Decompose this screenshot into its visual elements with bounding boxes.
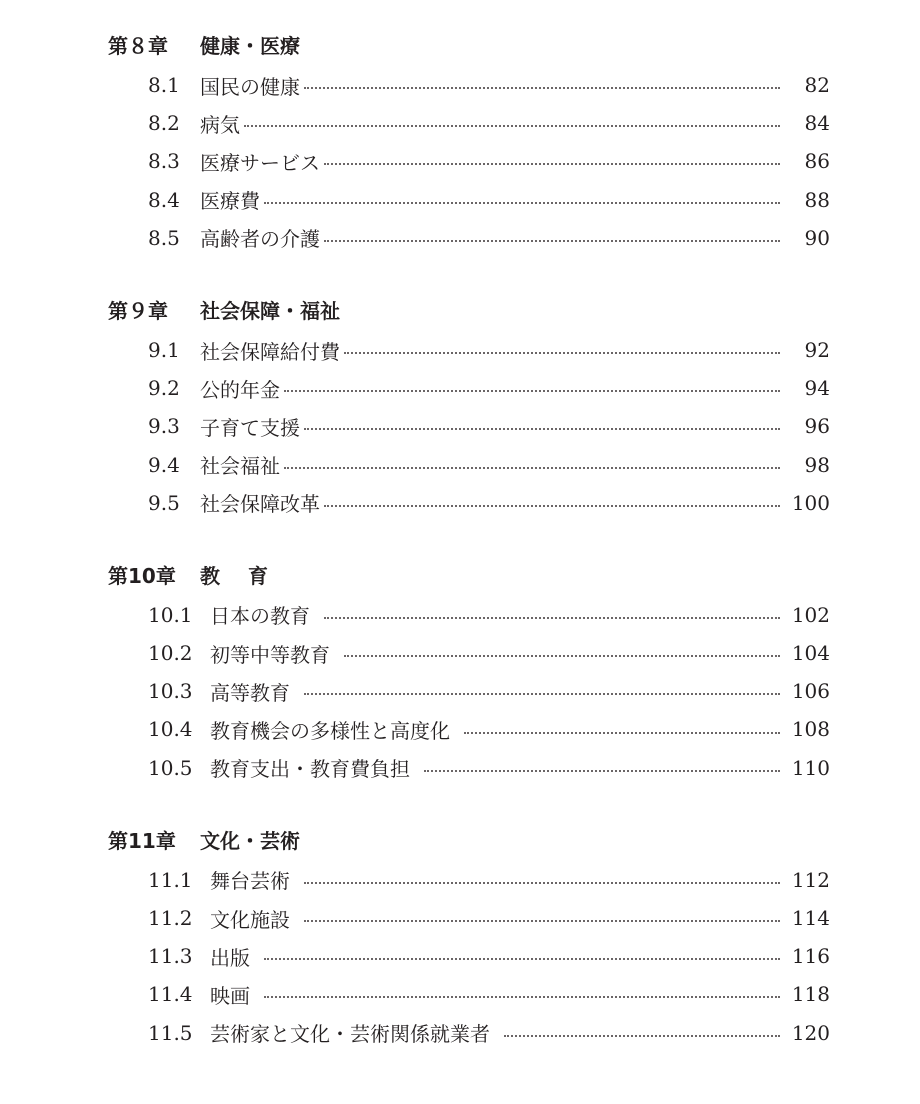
section-title-leader bbox=[210, 596, 780, 634]
toc-entry[interactable] bbox=[0, 181, 920, 219]
section-number: 8.5 bbox=[148, 225, 180, 250]
chapter-10 bbox=[0, 556, 920, 787]
section-title: 医療サービス bbox=[200, 150, 320, 175]
section-number: 11.5 bbox=[148, 1020, 193, 1045]
page-number: 98 bbox=[804, 452, 830, 477]
toc-entry[interactable] bbox=[0, 937, 920, 975]
page-number: 116 bbox=[791, 944, 830, 969]
page-number: 88 bbox=[804, 187, 830, 212]
page-number: 120 bbox=[791, 1020, 830, 1045]
toc-entry[interactable] bbox=[0, 484, 920, 522]
section-title-leader bbox=[200, 219, 780, 257]
page-number: 82 bbox=[804, 73, 830, 97]
toc-entry[interactable] bbox=[0, 634, 920, 672]
section-title-leader bbox=[200, 142, 780, 180]
dot-leader bbox=[304, 920, 780, 922]
toc-entry[interactable] bbox=[0, 899, 920, 937]
section-title: 病気 bbox=[200, 112, 240, 137]
page-number: 96 bbox=[804, 414, 830, 439]
chapter-title: 文化・芸術 bbox=[200, 828, 300, 853]
section-number: 10.3 bbox=[148, 679, 193, 704]
section-number: 10.2 bbox=[148, 641, 193, 666]
chapter-11 bbox=[0, 821, 920, 1052]
chapter-8 bbox=[0, 26, 920, 257]
page-number: 86 bbox=[804, 149, 830, 174]
chapter-title: 教育 bbox=[200, 563, 296, 588]
dot-leader bbox=[324, 617, 780, 619]
section-title-leader bbox=[210, 634, 780, 672]
section-title: 文化施設 bbox=[210, 907, 290, 932]
chapter-label: 第11章 bbox=[108, 828, 176, 853]
dot-leader bbox=[244, 125, 780, 127]
page-number: 110 bbox=[791, 755, 830, 780]
toc-entry[interactable] bbox=[0, 66, 920, 104]
toc-entry[interactable] bbox=[0, 861, 920, 899]
page-number: 112 bbox=[791, 867, 830, 892]
section-number: 8.1 bbox=[148, 73, 180, 97]
section-title: 初等中等教育 bbox=[210, 642, 330, 667]
section-number: 9.5 bbox=[148, 490, 180, 515]
chapter-label: 第10章 bbox=[108, 563, 176, 588]
section-title-leader bbox=[210, 975, 780, 1013]
dot-leader bbox=[424, 770, 780, 772]
toc-entry[interactable] bbox=[0, 104, 920, 142]
section-title-leader bbox=[200, 104, 780, 142]
section-number: 9.2 bbox=[148, 376, 180, 401]
section-title: 高齢者の介護 bbox=[200, 227, 320, 252]
page-number: 92 bbox=[804, 337, 830, 362]
section-title-leader bbox=[200, 446, 780, 484]
section-title-leader bbox=[210, 1014, 780, 1052]
page-number: 84 bbox=[804, 111, 830, 136]
section-number: 10.5 bbox=[148, 755, 193, 780]
section-number: 8.2 bbox=[148, 111, 180, 136]
dot-leader bbox=[264, 202, 780, 204]
section-title: 教育機会の多様性と高度化 bbox=[210, 719, 450, 744]
table-of-contents bbox=[0, 26, 920, 1086]
toc-entry[interactable] bbox=[0, 1014, 920, 1052]
dot-leader bbox=[304, 882, 780, 884]
section-number: 11.3 bbox=[148, 944, 193, 969]
section-title: 出版 bbox=[210, 945, 250, 970]
section-title: 国民の健康 bbox=[200, 74, 300, 99]
page-number: 118 bbox=[791, 982, 830, 1007]
chapter-label: 第９章 bbox=[108, 298, 168, 323]
section-title-leader bbox=[210, 710, 780, 748]
dot-leader bbox=[504, 1035, 780, 1037]
section-title-leader bbox=[210, 749, 780, 787]
toc-entry[interactable] bbox=[0, 142, 920, 180]
dot-leader bbox=[344, 655, 780, 657]
page-number: 94 bbox=[804, 376, 830, 401]
dot-leader bbox=[264, 996, 780, 998]
toc-entry[interactable] bbox=[0, 596, 920, 634]
section-title-leader bbox=[210, 861, 780, 899]
section-title: 芸術家と文化・芸術関係就業者 bbox=[210, 1022, 490, 1047]
section-number: 9.1 bbox=[148, 337, 180, 362]
page-number: 106 bbox=[791, 679, 830, 704]
section-title: 子育て支援 bbox=[200, 415, 300, 440]
toc-entry[interactable] bbox=[0, 446, 920, 484]
section-title: 日本の教育 bbox=[210, 604, 310, 629]
toc-entry[interactable] bbox=[0, 975, 920, 1013]
section-number: 11.2 bbox=[148, 906, 193, 930]
dot-leader bbox=[344, 352, 780, 354]
page-number: 102 bbox=[791, 602, 830, 627]
toc-entry[interactable] bbox=[0, 710, 920, 748]
dot-leader bbox=[324, 505, 780, 507]
chapter-title: 社会保障・福祉 bbox=[200, 298, 340, 323]
section-number: 8.3 bbox=[148, 149, 180, 174]
section-number: 8.4 bbox=[148, 187, 180, 212]
section-number: 10.1 bbox=[148, 602, 193, 627]
section-title-leader bbox=[200, 181, 780, 219]
section-title-leader bbox=[200, 407, 780, 445]
page-number: 114 bbox=[791, 906, 830, 930]
section-title: 映画 bbox=[210, 983, 250, 1008]
toc-entry[interactable] bbox=[0, 331, 920, 369]
section-title: 社会保障改革 bbox=[200, 492, 320, 517]
section-title-leader bbox=[210, 672, 780, 710]
dot-leader bbox=[324, 163, 780, 165]
dot-leader bbox=[284, 467, 780, 469]
dot-leader bbox=[304, 693, 780, 695]
section-title-leader bbox=[200, 484, 780, 522]
section-title: 公的年金 bbox=[200, 377, 280, 402]
toc-entry[interactable] bbox=[0, 749, 920, 787]
toc-entry[interactable] bbox=[0, 407, 920, 445]
page-number: 104 bbox=[791, 641, 830, 666]
section-title-leader bbox=[200, 66, 780, 104]
section-number: 11.1 bbox=[148, 867, 193, 892]
section-number: 9.3 bbox=[148, 414, 180, 439]
section-number: 10.4 bbox=[148, 717, 193, 742]
chapter-heading bbox=[108, 821, 920, 861]
chapter-label: 第８章 bbox=[108, 34, 168, 58]
dot-leader bbox=[284, 390, 780, 392]
chapter-9 bbox=[0, 291, 920, 522]
section-title: 医療費 bbox=[200, 189, 260, 214]
section-title: 教育支出・教育費負担 bbox=[210, 757, 410, 782]
page-number: 108 bbox=[791, 717, 830, 742]
dot-leader bbox=[304, 428, 780, 430]
chapter-heading bbox=[108, 26, 920, 66]
page-number: 90 bbox=[804, 225, 830, 250]
dot-leader bbox=[304, 87, 780, 89]
dot-leader bbox=[264, 958, 780, 960]
section-number: 9.4 bbox=[148, 452, 180, 477]
toc-entry[interactable] bbox=[0, 672, 920, 710]
section-title: 社会福祉 bbox=[200, 454, 280, 479]
section-title-leader bbox=[210, 899, 780, 937]
toc-entry[interactable] bbox=[0, 369, 920, 407]
section-title: 社会保障給付費 bbox=[200, 339, 340, 364]
toc-entry[interactable] bbox=[0, 219, 920, 257]
section-title-leader bbox=[200, 369, 780, 407]
section-title-leader bbox=[210, 937, 780, 975]
dot-leader bbox=[324, 240, 780, 242]
section-title-leader bbox=[200, 331, 780, 369]
chapter-heading bbox=[108, 556, 920, 596]
page-number: 100 bbox=[791, 490, 830, 515]
dot-leader bbox=[464, 732, 780, 734]
chapter-title: 健康・医療 bbox=[200, 34, 300, 58]
section-title: 舞台芸術 bbox=[210, 869, 290, 894]
section-title: 高等教育 bbox=[210, 680, 290, 705]
chapter-heading bbox=[108, 291, 920, 331]
section-number: 11.4 bbox=[148, 982, 193, 1007]
